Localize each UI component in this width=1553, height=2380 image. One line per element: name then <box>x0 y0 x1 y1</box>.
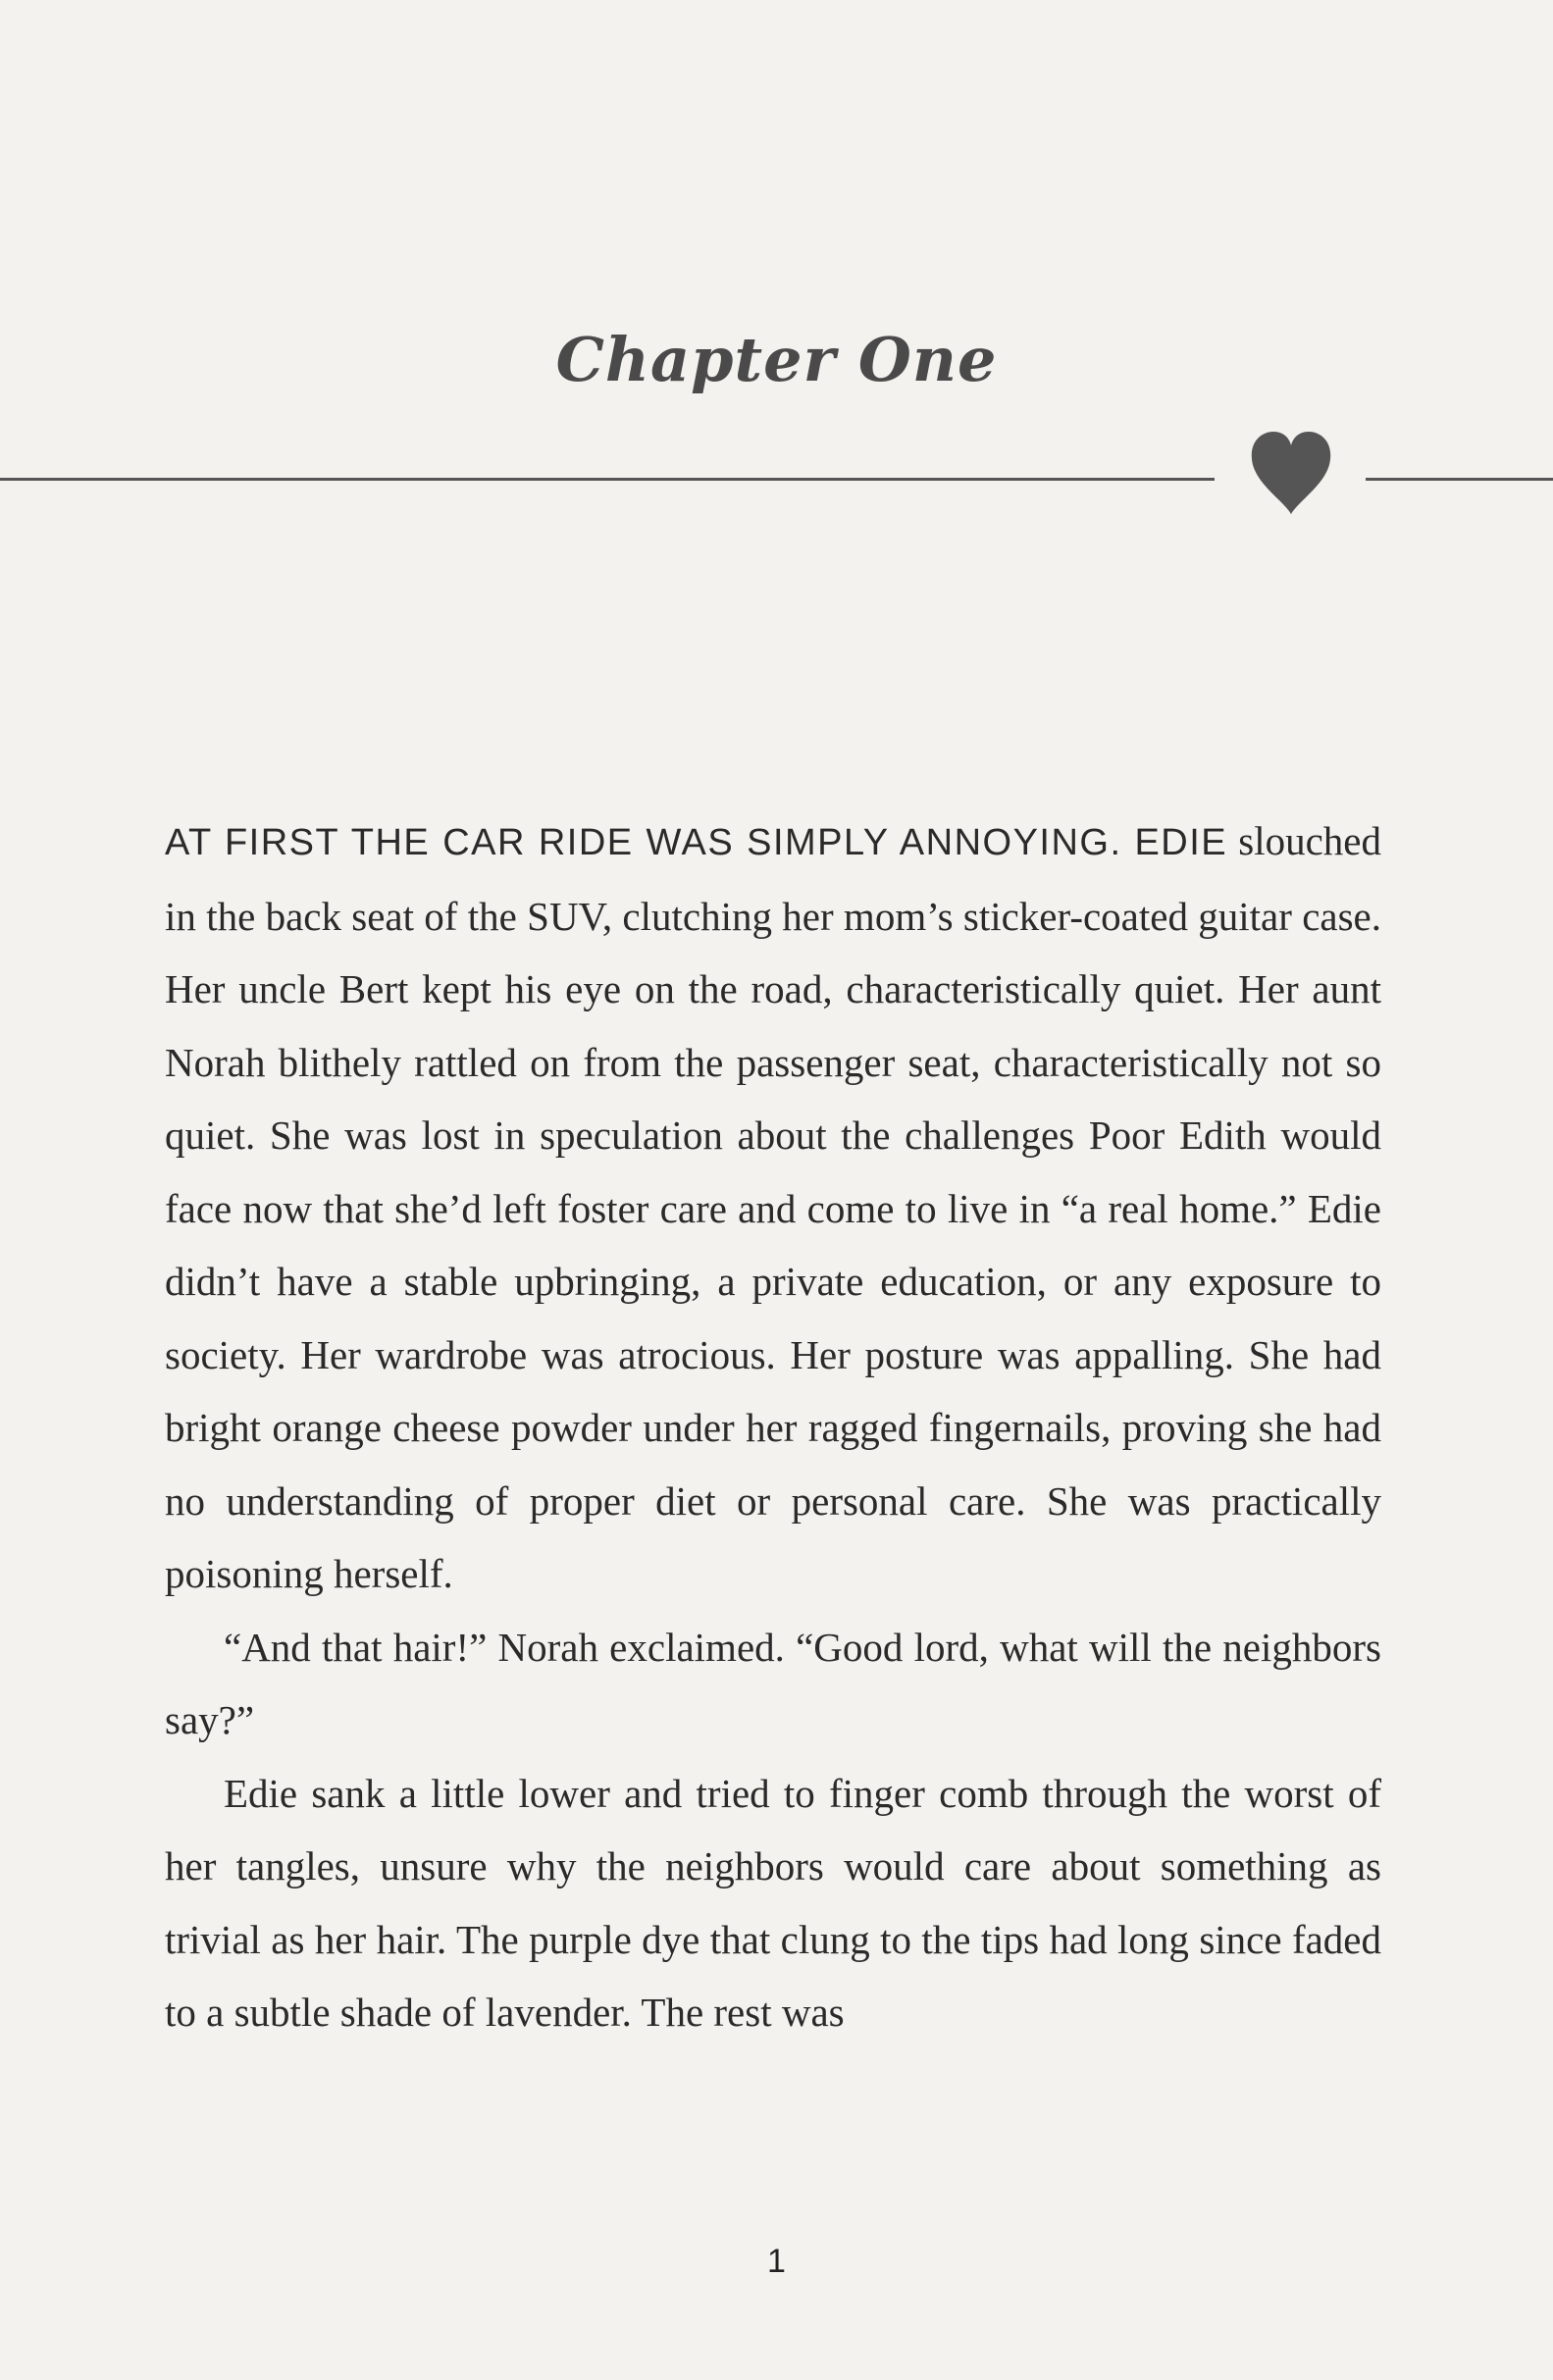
chapter-body <box>165 804 1381 2049</box>
chapter-title: Chapter One <box>555 324 998 395</box>
paragraph-opening <box>165 804 1381 1611</box>
page-number: 1 <box>767 2243 786 2280</box>
heart-icon <box>1248 428 1334 518</box>
paragraph-hair: Edie sank a little lower and tried to finger comb through the worst of her tangles, unsure why the neighbors would care about something as trivial as her hair. The purple dye that clung to the tips had long since faded to a subtle shade of lavender. The rest was <box>165 1770 1381 2035</box>
paragraph-dialogue: “And that hair!” Norah exclaimed. “Good lord, what will the neighbors say?” <box>165 1624 1381 1742</box>
divider-rule-left <box>0 478 1215 481</box>
opening-small-caps: AT FIRST THE CAR RIDE WAS SIMPLY ANNOYING. EDIE <box>165 822 1228 863</box>
divider-rule-right <box>1366 478 1553 481</box>
opening-paragraph-text: slouched in the back seat of the SUV, clutching her mom’s sticker-coated guitar case. Her uncle Bert kept his eye on the road, characteristically quiet. Her aunt Norah blithely rattled on from the passenger seat, characteristically not so quiet. She was lost in speculation about the challenges Poor Edith would face now that she’d left foster care and come to live in “a real home.” Edie didn’t have a stable upbringing, a private education, or any exposure to society. Her wardrobe was atrocious. Her posture was appalling. She had bright orange cheese powder under her ragged fingernails, proving she had no understanding of proper diet or personal care. She was practically poisoning herself. <box>165 818 1382 1596</box>
